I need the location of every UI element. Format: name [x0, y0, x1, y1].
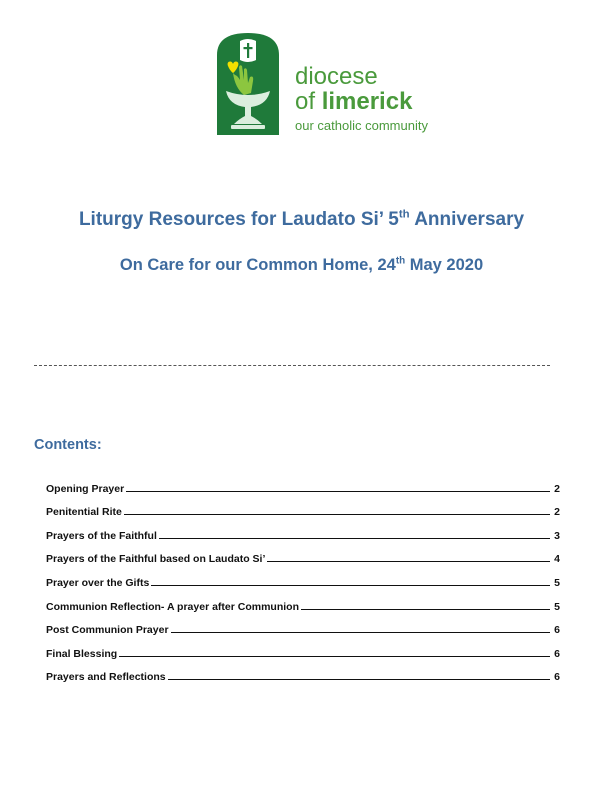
toc-leader-line — [168, 679, 550, 680]
contents-heading: Contents: — [34, 437, 102, 453]
toc-leader-line — [126, 491, 550, 492]
logo-tagline: our catholic community — [295, 118, 428, 133]
document-title: Liturgy Resources for Laudato Si’ 5th Anniversary — [78, 208, 525, 230]
toc-leader-line — [171, 632, 550, 633]
toc-entry-page[interactable]: 6 — [554, 624, 560, 637]
toc-entry-label[interactable]: Communion Reflection- A prayer after Communion — [46, 600, 299, 613]
toc-entry[interactable] — [46, 495, 560, 519]
toc-entry-label[interactable]: Opening Prayer — [46, 482, 125, 495]
toc-entry-label[interactable]: Prayer over the Gifts — [46, 576, 150, 589]
toc-entry-page[interactable]: 6 — [554, 671, 560, 684]
toc-entry-page[interactable]: 5 — [554, 600, 560, 613]
toc-entry-label[interactable]: Final Blessing — [46, 647, 118, 660]
logo-line-diocese: diocese — [295, 63, 378, 90]
chalice-hand-cross-icon — [217, 33, 279, 135]
toc-entry[interactable] — [46, 542, 560, 566]
toc-leader-line — [159, 538, 550, 539]
toc-entry[interactable] — [46, 660, 560, 684]
toc-entry[interactable] — [46, 471, 560, 495]
toc-leader-line — [151, 585, 550, 586]
toc-entry[interactable] — [46, 565, 560, 589]
toc-entry-label[interactable]: Post Communion Prayer — [46, 624, 169, 637]
toc-entry[interactable] — [46, 518, 560, 542]
logo-line-limerick: of limerick — [295, 88, 413, 115]
toc-entry-label[interactable]: Prayers and Reflections — [46, 671, 166, 684]
toc-leader-line — [119, 656, 550, 657]
toc-leader-line — [124, 514, 550, 515]
dashed-divider — [34, 365, 550, 366]
toc-entry-page[interactable]: 2 — [554, 482, 560, 495]
toc-entry-page[interactable]: 5 — [554, 576, 560, 589]
table-of-contents — [46, 471, 560, 683]
diocese-logo — [217, 33, 477, 138]
toc-entry-page[interactable]: 6 — [554, 647, 560, 660]
toc-entry-page[interactable]: 3 — [554, 529, 560, 542]
toc-entry-label[interactable]: Penitential Rite — [46, 506, 122, 519]
toc-entry[interactable] — [46, 613, 560, 637]
toc-entry[interactable] — [46, 589, 560, 613]
toc-leader-line — [301, 609, 550, 610]
toc-entry-page[interactable]: 2 — [554, 506, 560, 519]
toc-entry[interactable] — [46, 636, 560, 660]
toc-leader-line — [267, 561, 550, 562]
toc-entry-page[interactable]: 4 — [554, 553, 560, 566]
document-subtitle: On Care for our Common Home, 24th May 2020 — [119, 255, 484, 274]
toc-entry-label[interactable]: Prayers of the Faithful based on Laudato Si’ — [46, 553, 266, 566]
logo-wordmark — [295, 65, 428, 135]
toc-entry-label[interactable]: Prayers of the Faithful — [46, 529, 157, 542]
